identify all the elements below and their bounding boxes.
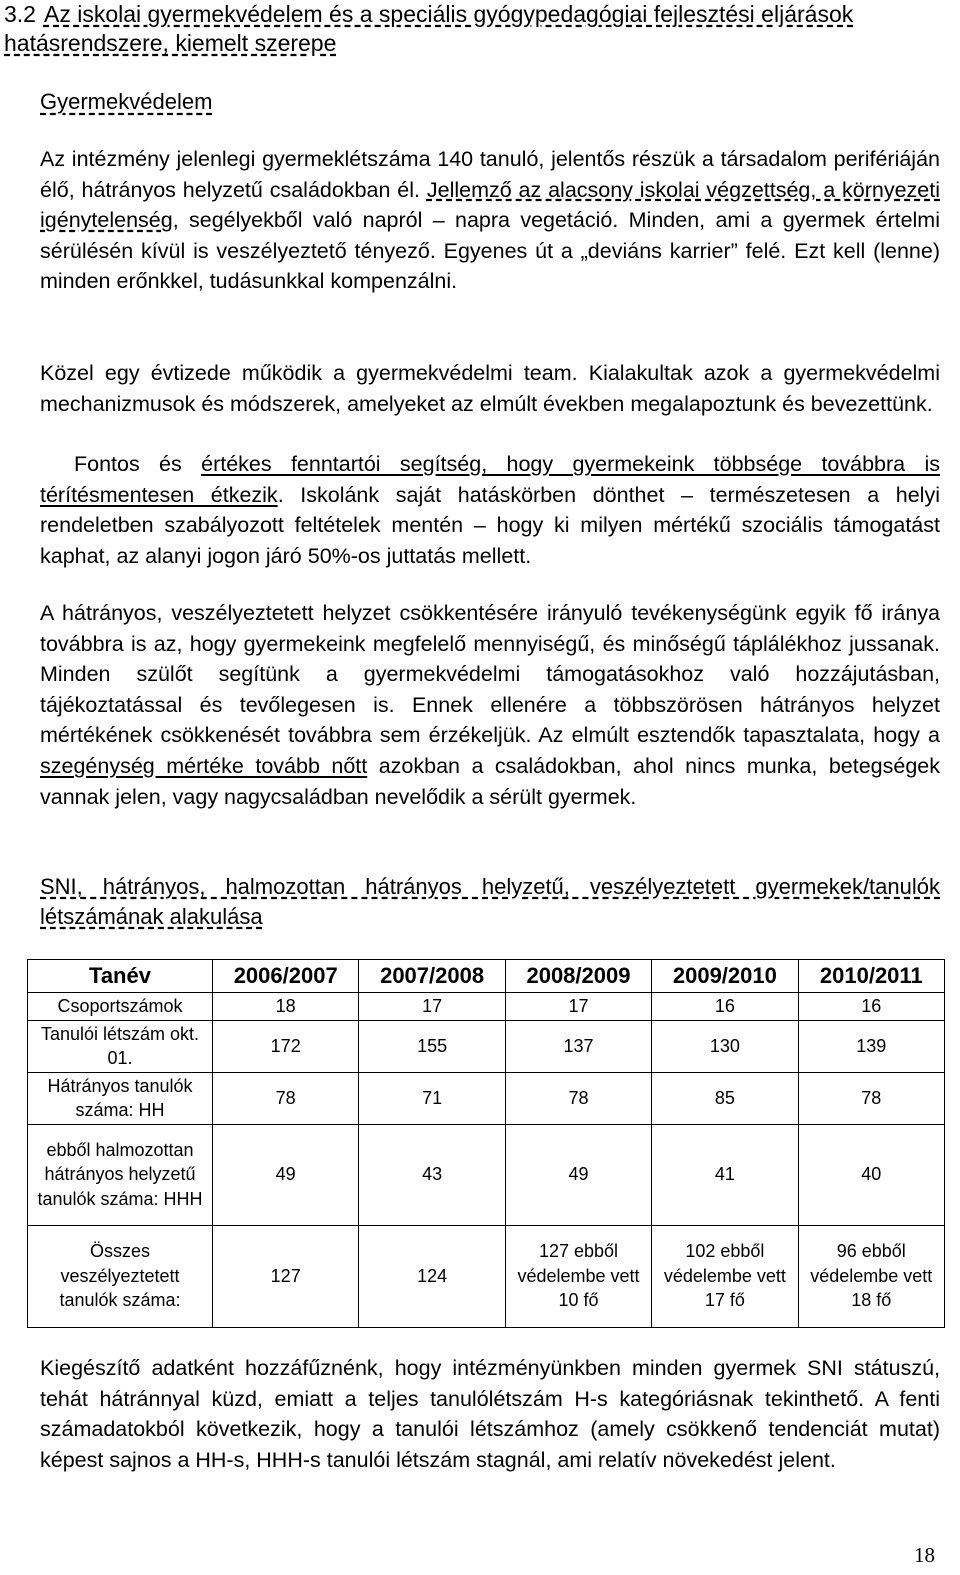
row-label: ebből halmozottan hátrányos helyzetű tanulók száma: HHH <box>28 1124 213 1225</box>
table-cell: 16 <box>798 993 944 1021</box>
paragraph-poverty-text-c: azokban a családokban, ahol nincs munka, betegségek vannak jelen, vagy nagycsaládban nevelődik a sérült gyermek. <box>40 753 940 809</box>
table-row <box>28 993 945 1021</box>
table-cell: 41 <box>652 1124 798 1225</box>
section-number: 3.2 <box>4 1 36 27</box>
paragraph-conclusion: Kiegészítő adatként hozzáfűznénk, hogy intézményünkben minden gyermek SNI státuszú, tehát hátránnyal küzd, emiatt a teljes tanulólétszám H-s kategóriásnak tekinthető. A fenti számadatokból következik, hogy a tanulói létszámhoz (amely csökkenő tendenciát mutat) képest sajnos a HH-s, HHH-s tanulói létszám stagnál, ami relatív növekedést jelent. <box>40 1356 940 1472</box>
header-cell: 2008/2009 <box>505 960 651 993</box>
paragraph-intro-text-c: , segélyekből való napról – napra vegetáció. Minden, ami a gyermek értelmi sérülésén kívül is veszélyeztető tényező. Egyenes út a „deviáns karrier” felé. Ezt kell (lenne) minden erőnkkel, tudásunkkal kompenzálni. <box>40 208 940 294</box>
row-label: Összes veszélyeztetett tanulók száma: <box>28 1225 213 1327</box>
paragraph-intro-underlined: Jellemző az alacsony iskolai végzettség, a környezeti igénytelenség <box>40 177 941 233</box>
table-cell: 155 <box>359 1020 505 1072</box>
row-label: Csoportszámok <box>28 993 213 1021</box>
header-cell: 2007/2008 <box>359 960 505 993</box>
paragraph-support-text-a: Fontos és <box>74 452 202 476</box>
table-title: SNI, hátrányos, halmozottan hátrányos helyzetű, veszélyeztetett gyermekek/tanulók létszámának alakulása <box>40 874 940 929</box>
table-row <box>28 1020 945 1072</box>
paragraph-support <box>40 449 940 571</box>
table-cell: 78 <box>213 1072 359 1124</box>
table-cell: 139 <box>798 1020 944 1072</box>
paragraph-support-underlined: értékes fenntartói segítség, hogy gyermekeink többsége továbbra is térítésmentesen étkezik <box>40 452 940 507</box>
table-cell: 130 <box>652 1020 798 1072</box>
table-header-row <box>28 960 945 993</box>
table-row <box>28 1072 945 1124</box>
table-cell: 127 ebből védelembe vett 10 fő <box>505 1225 651 1327</box>
header-cell: 2006/2007 <box>213 960 359 993</box>
section-title: Az iskolai gyermekvédelem és a speciális gyógypedagógiai fejlesztési eljárások hatásrendszere, kiemelt szerepe <box>4 1 854 56</box>
table-cell: 172 <box>213 1020 359 1072</box>
table-cell: 78 <box>798 1072 944 1124</box>
subsection-label: Gyermekvédelem <box>40 89 213 114</box>
page-number: 18 <box>914 1543 935 1567</box>
table-cell: 102 ebből védelembe vett 17 fő <box>652 1225 798 1327</box>
header-cell: 2009/2010 <box>652 960 798 993</box>
header-cell: Tanév <box>28 960 213 993</box>
table-cell: 40 <box>798 1124 944 1225</box>
table-cell: 43 <box>359 1124 505 1225</box>
table-cell: 17 <box>505 993 651 1021</box>
table-cell: 49 <box>505 1124 651 1225</box>
paragraph-poverty-text-a: A hátrányos, veszélyeztetett helyzet csökkentésére irányuló tevékenységünk egyik fő iránya továbbra is az, hogy gyermekeink megfelelő mennyiségű, és minőségű táplálékhoz jussanak. Minden szülőt segítünk a gyermekvédelmi támogatásokhoz való hozzájutásban, tájékoztatással és tevőlegesen is. Ennek ellenére a többszörösen hátrányos helyzet mértékének csökkenését továbbra sem érzékeljük. Az elmúlt esztendők tapasztalata, hogy a <box>40 601 940 748</box>
table-cell: 127 <box>213 1225 359 1327</box>
statistics-table <box>27 959 945 1328</box>
table-cell: 49 <box>213 1124 359 1225</box>
table-cell: 78 <box>505 1072 651 1124</box>
table-cell: 85 <box>652 1072 798 1124</box>
table-cell: 16 <box>652 993 798 1021</box>
section-heading <box>4 0 944 58</box>
paragraph-intro-text-a: Az intézmény jelenlegi gyermeklétszáma 140 tanuló, jelentős részük a társadalom perifériáján élő, hátrányos helyzetű családokban él. <box>40 147 940 202</box>
row-label: Hátrányos tanulók száma: HH <box>28 1072 213 1124</box>
table-row <box>28 1124 945 1225</box>
header-cell: 2010/2011 <box>798 960 944 993</box>
paragraph-intro <box>40 144 940 297</box>
table-cell: 71 <box>359 1072 505 1124</box>
paragraph-team: Közel egy évtizede működik a gyermekvédelmi team. Kialakultak azok a gyermekvédelmi mechanizmusok és módszerek, amelyeket az elmúlt években megalapoztunk és bevezettünk. <box>40 361 940 416</box>
table-row <box>28 1225 945 1327</box>
table-cell: 137 <box>505 1020 651 1072</box>
table-cell: 18 <box>213 993 359 1021</box>
row-label: Tanulói létszám okt. 01. <box>28 1020 213 1072</box>
paragraph-support-text-c: . Iskolánk saját hatáskörben dönthet – természetesen a helyi rendeletben szabályozott feltételek mentén – hogy ki milyen mértékű szociális támogatást kaphat, az alanyi jogon járó 50%-os juttatás mellett. <box>40 482 940 568</box>
table-cell: 96 ebből védelembe vett 18 fő <box>798 1225 944 1327</box>
table-cell: 124 <box>359 1225 505 1327</box>
paragraph-poverty-underlined: szegénység mértéke tovább nőtt <box>40 753 368 778</box>
paragraph-poverty <box>40 598 940 812</box>
table-cell: 17 <box>359 993 505 1021</box>
